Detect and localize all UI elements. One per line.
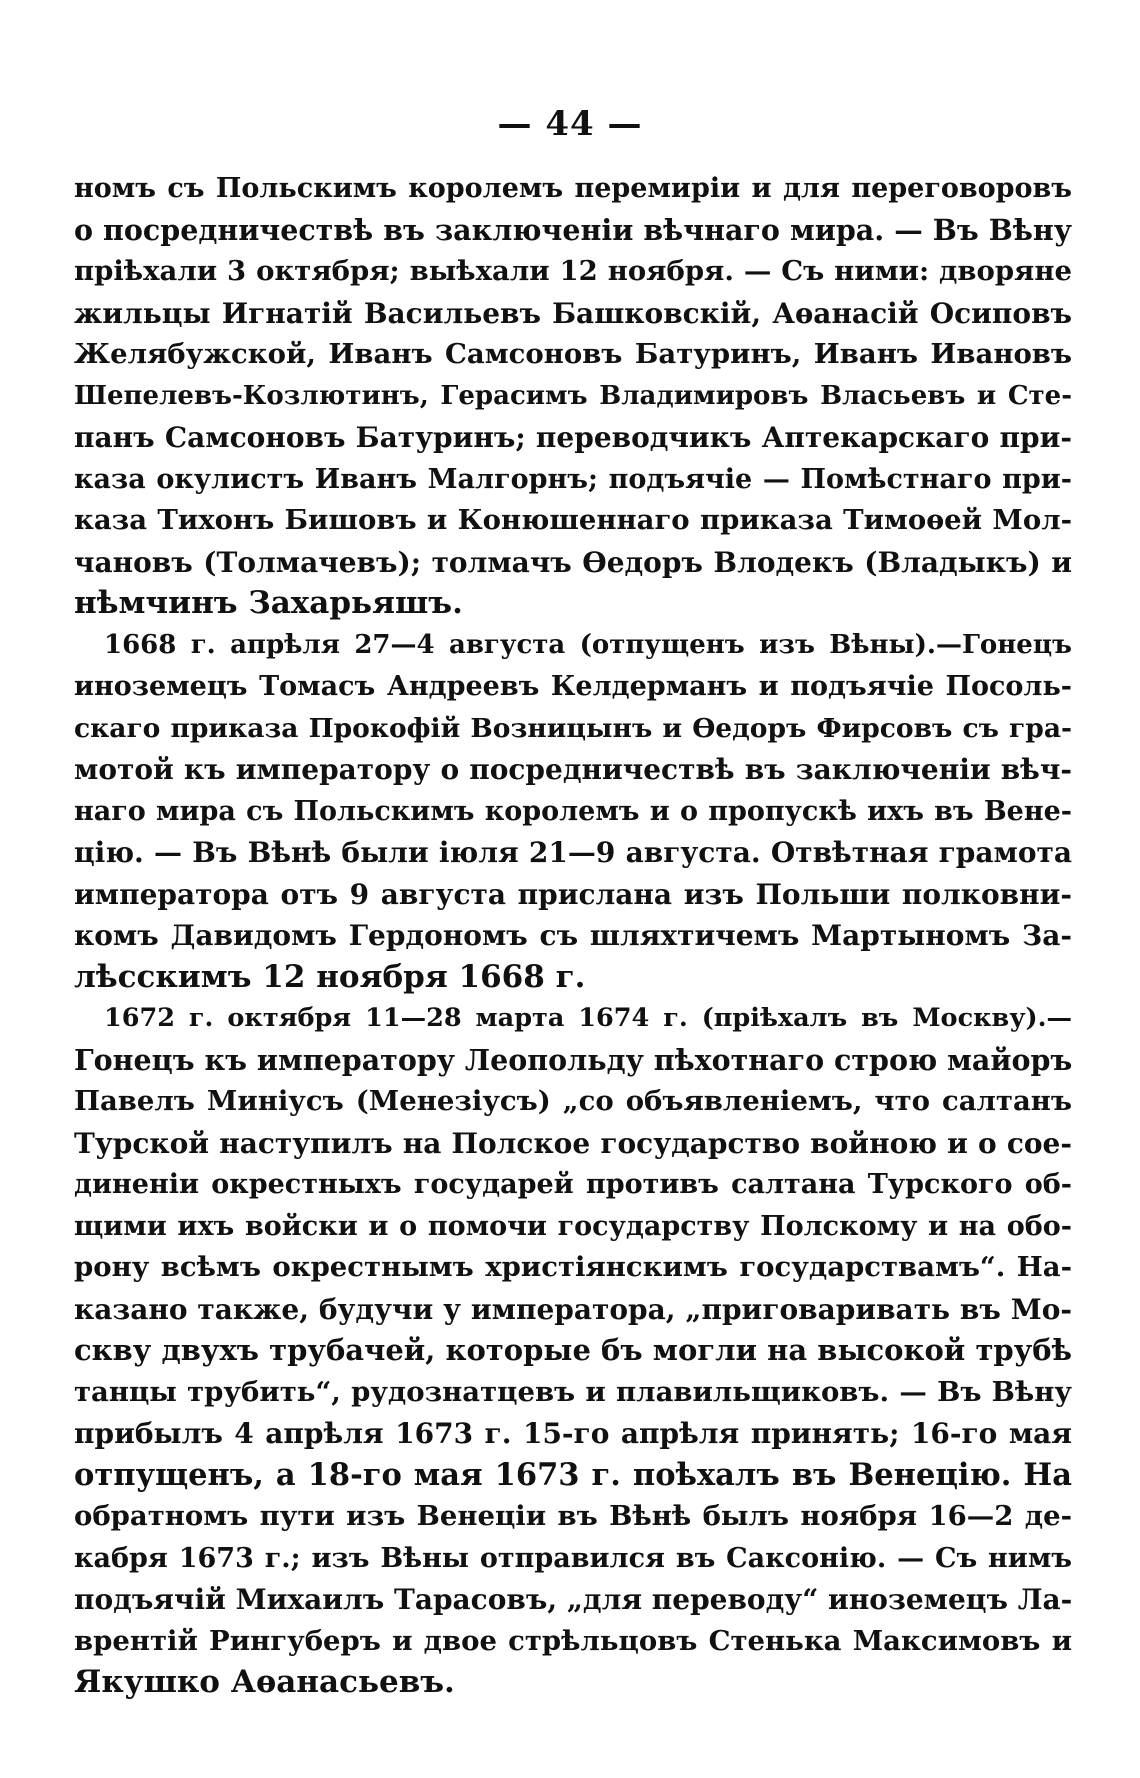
text-line: обратномъ пути изъ Венеціи въ Вѣнѣ былъ ноября 16—2 де- (74, 1500, 1072, 1532)
text-line: отпущенъ, а 18-го мая 1673 г. поѣхалъ въ Венецію. На (74, 1456, 1072, 1493)
text-line: номъ съ Польскимъ королемъ перемиріи и для переговоровъ (74, 173, 1072, 204)
text-line: танцы трубить“, рудознатцевъ и плавильщиковъ. — Въ Вѣну (74, 1375, 1072, 1408)
text-line: щими ихъ войски и о помочи государству Полскому и на обо- (74, 1210, 1072, 1242)
body-text (74, 168, 1072, 1704)
text-line: кабря 1673 г.; изъ Вѣны отправился въ Саксонію. — Съ нимъ (74, 1542, 1072, 1574)
text-line: подъячій Михаилъ Тарасовъ, „для переводу“ иноземецъ Ла- (74, 1583, 1073, 1616)
text-line: комъ Давидомъ Гердономъ съ шляхтичемъ Мартыномъ За- (74, 919, 1072, 952)
text-line: чановъ (Толмачевъ); толмачъ Ѳедоръ Влодекъ (Владыкъ) и (74, 545, 1072, 579)
text-line: панъ Самсоновъ Батуринъ; переводчикъ Аптекарскаго при- (74, 421, 1072, 454)
text-line: нѣмчинъ Захарьяшъ. (74, 585, 463, 621)
text-line: Павелъ Миніусъ (Менезіусъ) „со объявленіемъ, что салтанъ (74, 1085, 1072, 1117)
text-line: пріѣхали 3 октября; выѣхали 12 ноября. — Съ ними: дворяне (74, 255, 1072, 287)
text-line: мотой къ императору о посредничествѣ въ заключеніи вѣч- (74, 753, 1072, 786)
text-line: 1668 г. апрѣля 27—4 августа (отпущенъ изъ Вѣны).—Гонецъ (104, 629, 1072, 660)
text-line: диненіи окрестныхъ государей противъ салтана Турского об- (74, 1169, 1072, 1200)
text-line: 1672 г. октября 11—28 марта 1674 г. (пріѣхалъ въ Москву).— (104, 1003, 1072, 1033)
text-line: Желябужской, Иванъ Самсоновъ Батуринъ, Иванъ Ивановъ (74, 338, 1072, 370)
text-line: скву двухъ трубачей, которые бъ могли на высокой трубѣ (74, 1333, 1072, 1367)
text-line: скаго приказа Прокофій Возницынъ и Ѳедоръ Фирсовъ съ гра- (74, 712, 1072, 744)
text-line: иноземецъ Томасъ Андреевъ Келдерманъ и подъячіе Посоль- (74, 671, 1072, 702)
text-line: прибылъ 4 апрѣля 1673 г. 15-го апрѣля принять; 16-го мая (74, 1417, 1072, 1450)
text-line: Якушко Аѳанасьевъ. (74, 1664, 455, 1700)
page-number: — 44 — (497, 104, 643, 144)
text-line: жильцы Игнатій Васильевъ Башковскій, Аѳанасій Осиповъ (74, 296, 1072, 330)
text-line: о посредничествѣ въ заключеніи вѣчнаго мира. — Въ Вѣну (74, 212, 1072, 247)
text-line: врентій Рингуберъ и двое стрѣльцовъ Стенька Максимовъ и (74, 1624, 1072, 1657)
text-line: наго мира съ Польскимъ королемъ и о пропускѣ ихъ въ Вене- (74, 795, 1072, 827)
text-line: цію. — Въ Вѣнѣ были іюля 21—9 августа. Отвѣтная грамота (74, 836, 1072, 869)
text-line: каза Тихонъ Бишовъ и Конюшеннаго приказа Тимоѳей Мол- (74, 504, 1072, 536)
text-line: казано также, будучи у императора, „приговаривать въ Мо- (74, 1292, 1072, 1326)
text-line: каза окулистъ Иванъ Малгорнъ; подъячіе — Помѣстнаго при- (74, 463, 1072, 495)
text-line: рону всѣмъ окрестнымъ христіянскимъ государствамъ“. На- (74, 1251, 1072, 1283)
text-line: лѣсскимъ 12 ноября 1668 г. (74, 958, 586, 995)
text-line: Гонецъ къ императору Леопольду пѣхотнаго строю майоръ (74, 1042, 1073, 1077)
text-line: Турской наступилъ на Полское государство войною и о сое- (74, 1126, 1072, 1160)
text-line: Шепелевъ-Козлютинъ, Герасимъ Владимировъ Власьевъ и Сте- (74, 380, 1072, 411)
text-line: императора отъ 9 августа прислана изъ Польши полковни- (74, 877, 1072, 911)
